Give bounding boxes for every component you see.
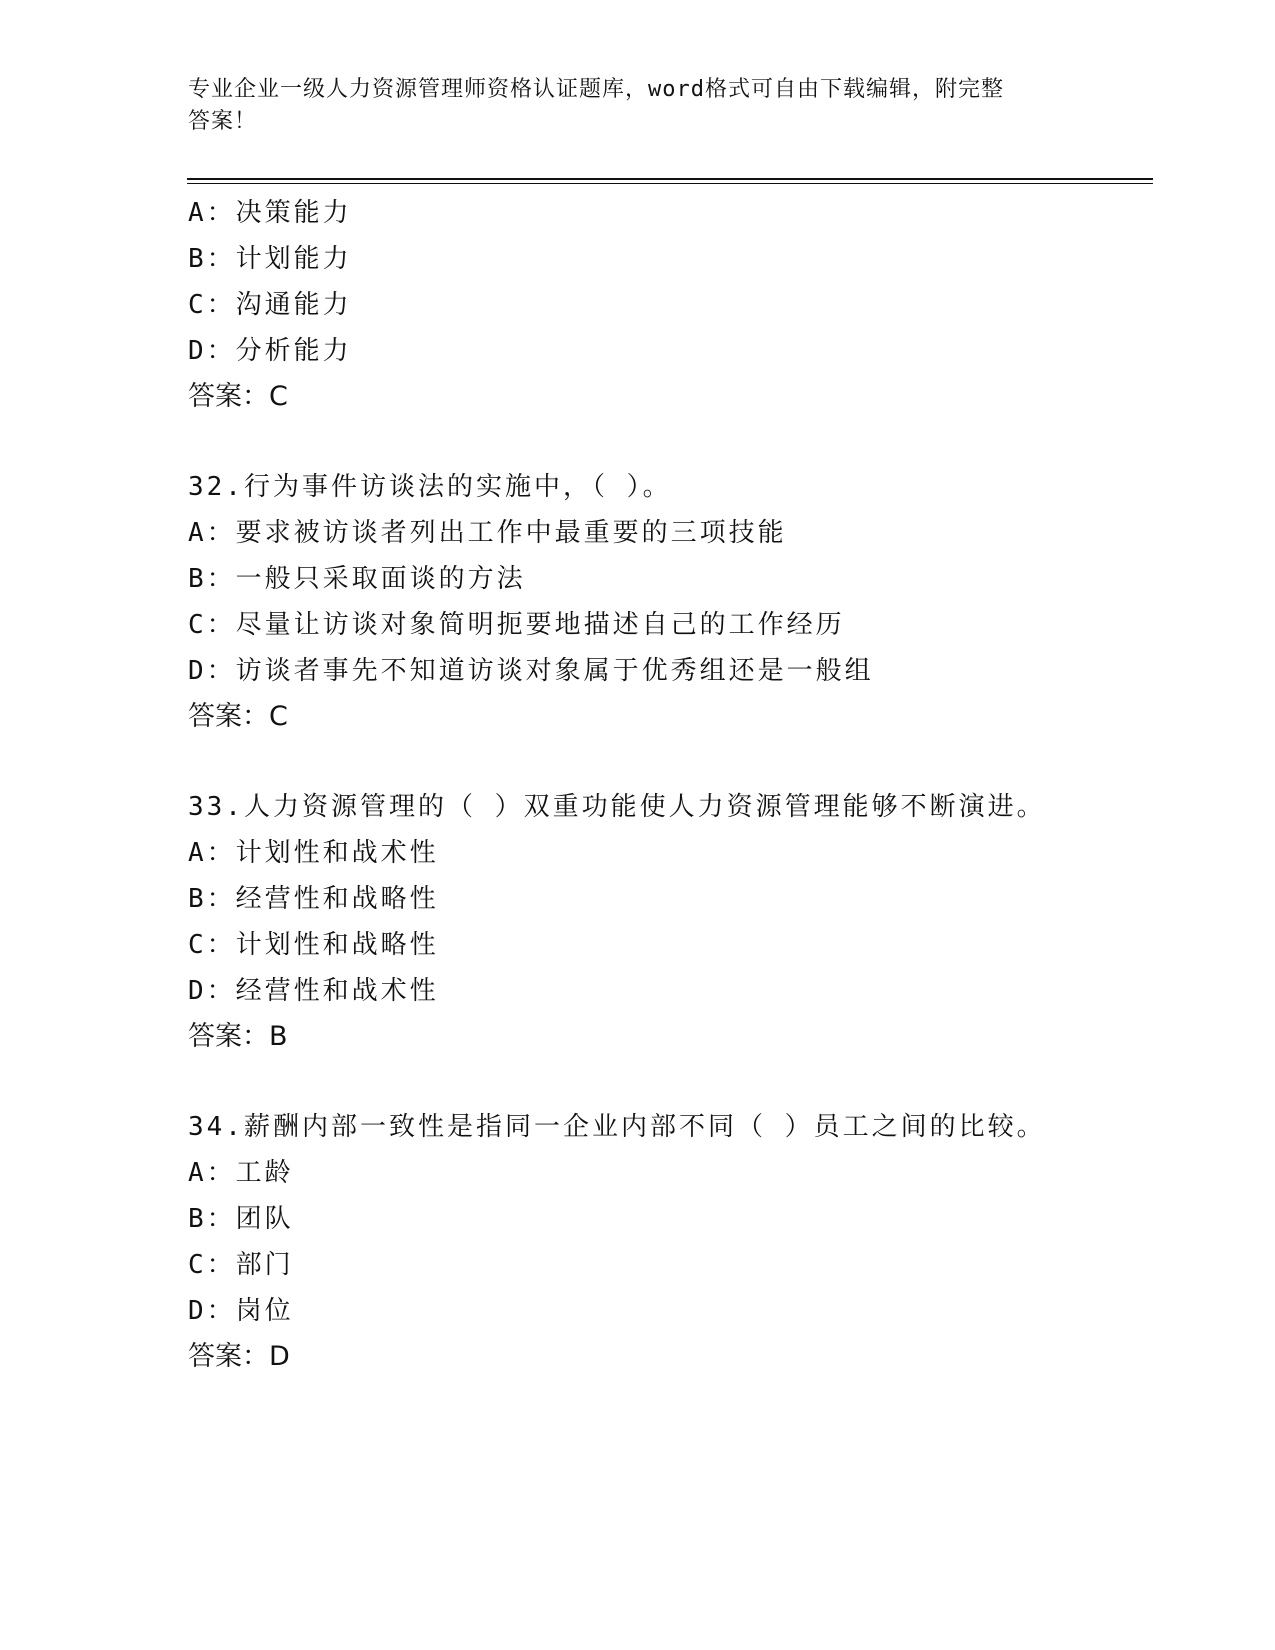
question-block-31 [188,190,1148,420]
option-b: B：一般只采取面谈的方法 [188,564,526,594]
option-c: C：部门 [188,1250,294,1280]
question-text: 32.行为事件访谈法的实施中，（ ）。 [188,472,672,502]
answer-line: 答案：C [188,381,288,412]
option-d: D：分析能力 [188,336,352,366]
header-line-1: 专业企业一级人力资源管理师资格认证题库，word格式可自由下载编辑，附完整 [188,77,1004,102]
option-b: B：计划能力 [188,244,352,274]
header-divider-thin [187,183,1153,184]
option-b: B：团队 [188,1204,294,1234]
header-line-2: 答案！ [188,109,258,134]
question-block-32 [188,464,1148,740]
spacer [188,420,1148,464]
header-divider-thick [187,178,1153,180]
answer-line: 答案：D [188,1341,290,1372]
option-d: D：岗位 [188,1296,294,1326]
answer-line: 答案：B [188,1021,288,1052]
option-a: A：决策能力 [188,198,352,228]
option-a: A：工龄 [188,1158,294,1188]
option-c: C：计划性和战略性 [188,930,439,960]
question-list [188,190,1148,1380]
question-block-34 [188,1104,1148,1380]
spacer [188,740,1148,784]
spacer [188,1060,1148,1104]
option-c: C：尽量让访谈对象简明扼要地描述自己的工作经历 [188,610,845,640]
question-text: 34.薪酬内部一致性是指同一企业内部不同（ ）员工之间的比较。 [188,1112,1046,1142]
option-a: A：计划性和战术性 [188,838,439,868]
question-text: 33.人力资源管理的（ ）双重功能使人力资源管理能够不断演进。 [188,792,1046,822]
question-block-33 [188,784,1148,1060]
option-d: D：经营性和战术性 [188,976,439,1006]
answer-line: 答案：C [188,701,288,732]
option-a: A：要求被访谈者列出工作中最重要的三项技能 [188,518,787,548]
option-c: C：沟通能力 [188,290,352,320]
option-d: D：访谈者事先不知道访谈对象属于优秀组还是一般组 [188,656,874,686]
option-b: B：经营性和战略性 [188,884,439,914]
document-header [188,74,1088,138]
